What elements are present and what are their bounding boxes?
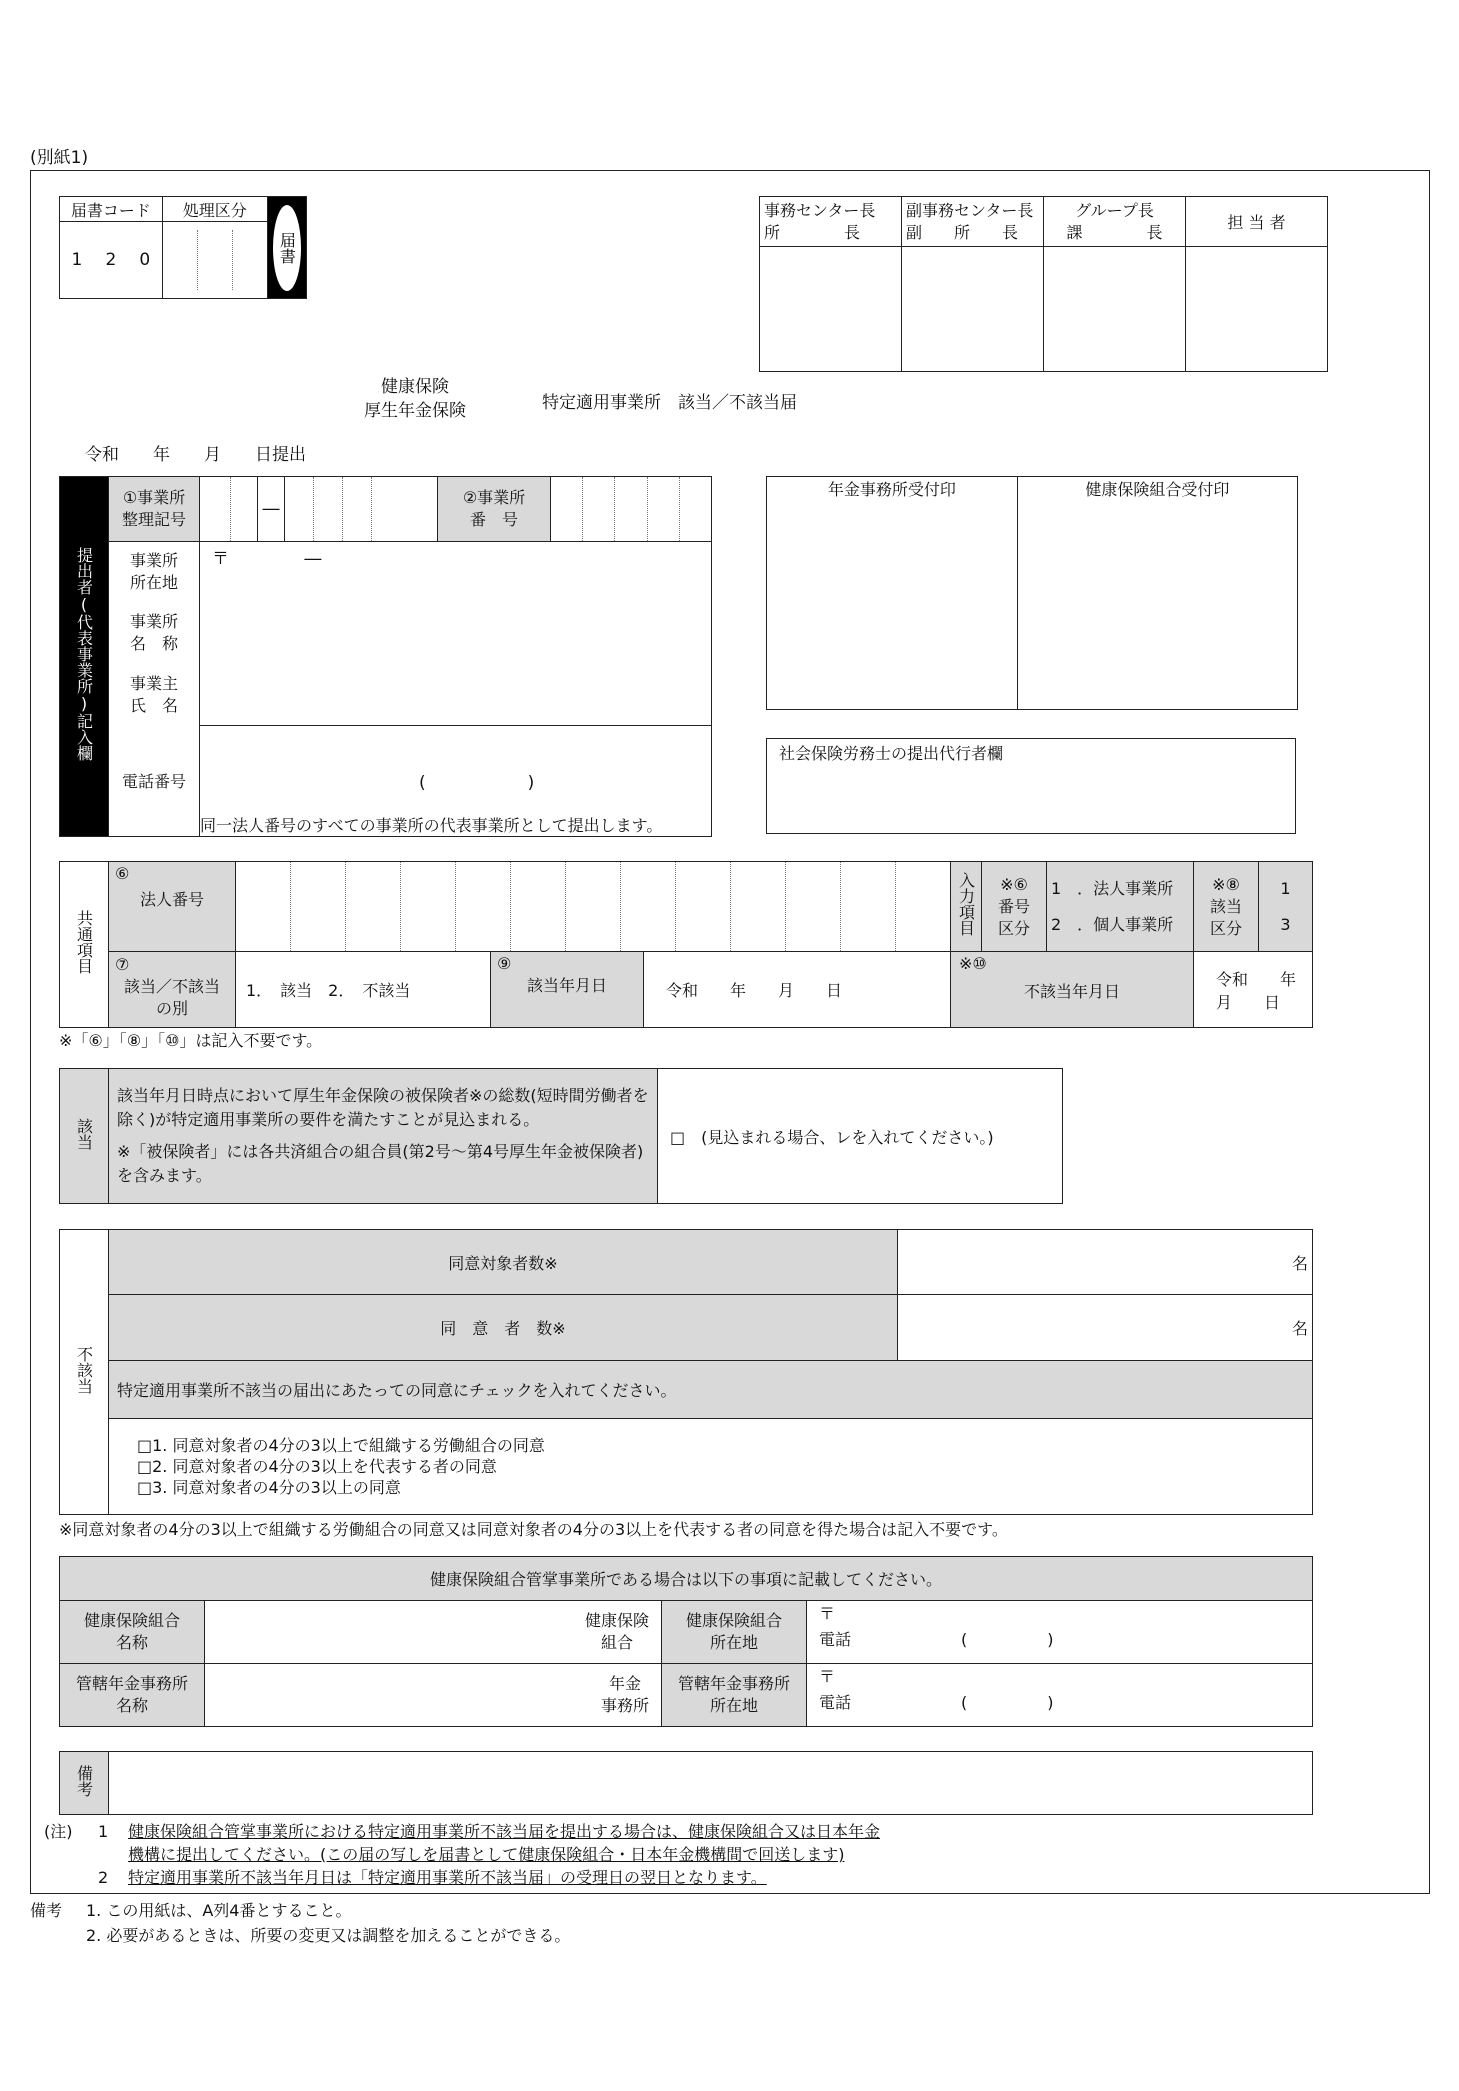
consent-instruction: 特定適用事業所不該当の届出にあたっての同意にチェックを入れてください。 (109, 1361, 1313, 1419)
postal-dash: ― (304, 549, 322, 569)
kumiai-section (59, 1556, 1313, 1727)
sharoshi-label: 社会保険労務士の提出代行者欄 (779, 744, 1004, 763)
common-items (59, 861, 1329, 1028)
doc-code-box (59, 196, 307, 299)
page-title: 特定適用事業所 該当／不該当届 (542, 393, 797, 413)
common-side-label: 共通項目 (60, 862, 109, 1028)
bango-input[interactable] (551, 477, 712, 542)
owner-label: 事業主 氏 名 (109, 664, 200, 726)
postal-mark: 〒 (212, 549, 229, 569)
stamp-space (902, 247, 1044, 372)
gaito-side-label: 該当 (60, 1069, 109, 1204)
todokesho-label: 届書 (277, 231, 297, 264)
seiri-dash: ― (257, 477, 285, 541)
approval-col-2: 副事務センター長 副 所 長 (902, 197, 1044, 247)
fugaito-section (59, 1229, 1313, 1515)
notes (44, 1820, 880, 1889)
consent-count-label: 同 意 者 数※ (109, 1295, 898, 1361)
stamp-space (760, 247, 902, 372)
title-insurance: 健康保険 厚生年金保険 (364, 377, 466, 421)
consent-check-2[interactable]: □2. 同意対象者の4分の3以上を代表する者の同意 (137, 1457, 497, 1476)
approval-col-4: 担 当 者 (1186, 197, 1328, 247)
input-item-label: 入力項目 (951, 862, 982, 952)
approval-col-1: 事務センター長 所 長 (760, 197, 902, 247)
phone-paren: ( ) (419, 773, 535, 793)
process-label: 処理区分 (162, 197, 267, 222)
pension-stamp-label: 年金事務所受付印 (767, 477, 1018, 501)
process-input[interactable] (162, 222, 267, 299)
remarks (30, 1898, 570, 1948)
corp-number-input[interactable] (236, 862, 951, 952)
approval-table (759, 196, 1328, 372)
pension-office-name-label: 管轄年金事務所 名称 (60, 1664, 205, 1727)
representative-note: 同一法人番号のすべての事業所の代表事業所として提出します。 (200, 816, 663, 835)
doc-code-digits (60, 222, 163, 299)
submit-date: 令和 年 月 日提出 (85, 445, 306, 465)
digit: 0 (139, 250, 151, 270)
approval-col-3: グループ長 課 長 (1044, 197, 1186, 247)
gaito-checkbox[interactable]: □ (見込まれる場合、レを入れてください。) (658, 1069, 1063, 1204)
gaito-date-label: ⑨ 該当年月日 (491, 952, 644, 1028)
gaito-requirement: 該当年月日時点において厚生年金保険の被保険者※の総数(短時間労働者を除く)が特定適用事業所の要件を満たすことが見込まれる。 ※「被保険者」には各共済組合の組合員(第2号～第4号厚生年金被保険者)を含みます。 (109, 1069, 658, 1204)
note-2-num: 2 (98, 1868, 109, 1887)
fugaito-side-label: 不該当 (60, 1230, 109, 1515)
gaito-date-input[interactable]: 令和 年 月 日 (644, 952, 951, 1028)
phone-label: 電話番号 (109, 726, 200, 837)
note-1-line-1: 健康保険組合管掌事業所における特定適用事業所不該当届を提出する場合は、健康保険組合又は日本年金 (128, 1822, 881, 1841)
note-1-line-2: 機構に提出してください。(この届の写しを届書として健康保険組合・日本年金機構間で回送します) (128, 1845, 845, 1864)
kumiai-address-input[interactable]: 〒 電話 ( ) (807, 1601, 1313, 1664)
office-name-label: 事業所 名 称 (109, 602, 200, 664)
kumiai-heading: 健康保険組合管掌事業所である場合は以下の事項に記載してください。 (60, 1557, 1313, 1601)
bango-kubun-options[interactable]: 1 ．法人事業所 2 ．個人事業所 (1047, 862, 1194, 952)
consent-check-3[interactable]: □3. 同意対象者の4分の3以上の同意 (137, 1478, 401, 1497)
doc-code-label: 届書コード (60, 197, 163, 222)
seiri-label: ①事業所 整理記号 (109, 477, 200, 542)
kumiai-name-input[interactable]: 健康保険 組合 (205, 1601, 662, 1664)
submitter-side-label: 提出者(代表事業所)記入欄 (60, 477, 109, 837)
digit: 1 (71, 250, 83, 270)
consent-check-1[interactable]: □1. 同意対象者の4分の3以上で組織する労働組合の同意 (137, 1436, 545, 1455)
stamp-space (1186, 247, 1328, 372)
phone-input[interactable] (200, 726, 712, 837)
bikou-label: 備考 (60, 1752, 109, 1815)
sharoshi-box[interactable] (766, 738, 1296, 834)
remark-2: 2. 必要があるときは、所要の変更又は調整を加えることができる。 (86, 1926, 571, 1945)
address-label: 事業所 所在地 (109, 542, 200, 602)
bikou-section (59, 1751, 1313, 1815)
fugaito-footnote: ※同意対象者の4分の3以上で組織する労働組合の同意又は同意対象者の4分の3以上を代表する者の同意を得た場合は記入不要です。 (59, 1520, 1008, 1539)
reception-stamps (766, 476, 1298, 710)
consent-count-input[interactable]: 名 (898, 1295, 1313, 1361)
note-2-line: 特定適用事業所不該当年月日は「特定適用事業所不該当届」の受理日の翌日となります。 (128, 1868, 767, 1887)
attachment-label: (別紙1) (30, 148, 89, 168)
address-input[interactable] (200, 542, 712, 726)
consent-target-input[interactable]: 名 (898, 1230, 1313, 1295)
bango-kubun-label: ※⑥ 番号 区分 (982, 862, 1047, 952)
pension-office-address-input[interactable]: 〒 電話 ( ) (807, 1664, 1313, 1727)
gaito-section (59, 1068, 1063, 1204)
pension-stamp-space (767, 500, 1018, 710)
notes-prefix: (注) (44, 1822, 73, 1841)
bikou-input[interactable] (109, 1752, 1313, 1815)
gaito-kubun-label: ※⑧ 該当 区分 (1194, 862, 1259, 952)
gaito-kubun-values[interactable]: 1 3 (1259, 862, 1313, 952)
stamp-space (1044, 247, 1186, 372)
submitter-section (59, 476, 712, 837)
pension-office-address-label: 管轄年金事務所 所在地 (662, 1664, 807, 1727)
health-stamp-label: 健康保険組合受付印 (1017, 477, 1297, 501)
pension-office-name-input[interactable]: 年金 事務所 (205, 1664, 662, 1727)
corp-number-label: ⑥ 法人番号 (109, 862, 236, 952)
gaito-betsu-options[interactable]: 1． 該当 2． 不該当 (236, 952, 491, 1028)
kumiai-name-label: 健康保険組合 名称 (60, 1601, 205, 1664)
fugaito-date-label: ※⑩ 不該当年月日 (951, 952, 1194, 1028)
gaito-betsu-label: ⑦ 該当／不該当 の別 (109, 952, 236, 1028)
consent-checks (109, 1419, 1313, 1515)
remarks-label: 備考 (30, 1901, 63, 1920)
todokesho-cell (267, 197, 306, 299)
health-stamp-space (1017, 500, 1297, 710)
remark-1: 1. この用紙は、A列4番とすること。 (86, 1901, 352, 1920)
bango-label: ②事業所 番 号 (438, 477, 551, 542)
note-1-num: 1 (98, 1822, 109, 1841)
common-footnote: ※「⑥」「⑧」「⑩」は記入不要です。 (59, 1031, 323, 1050)
consent-target-label: 同意対象者数※ (109, 1230, 898, 1295)
kumiai-address-label: 健康保険組合 所在地 (662, 1601, 807, 1664)
fugaito-date-input[interactable]: 令和 年 月 日 (1194, 952, 1313, 1028)
seiri-input[interactable] (200, 477, 438, 542)
digit: 2 (105, 250, 117, 270)
